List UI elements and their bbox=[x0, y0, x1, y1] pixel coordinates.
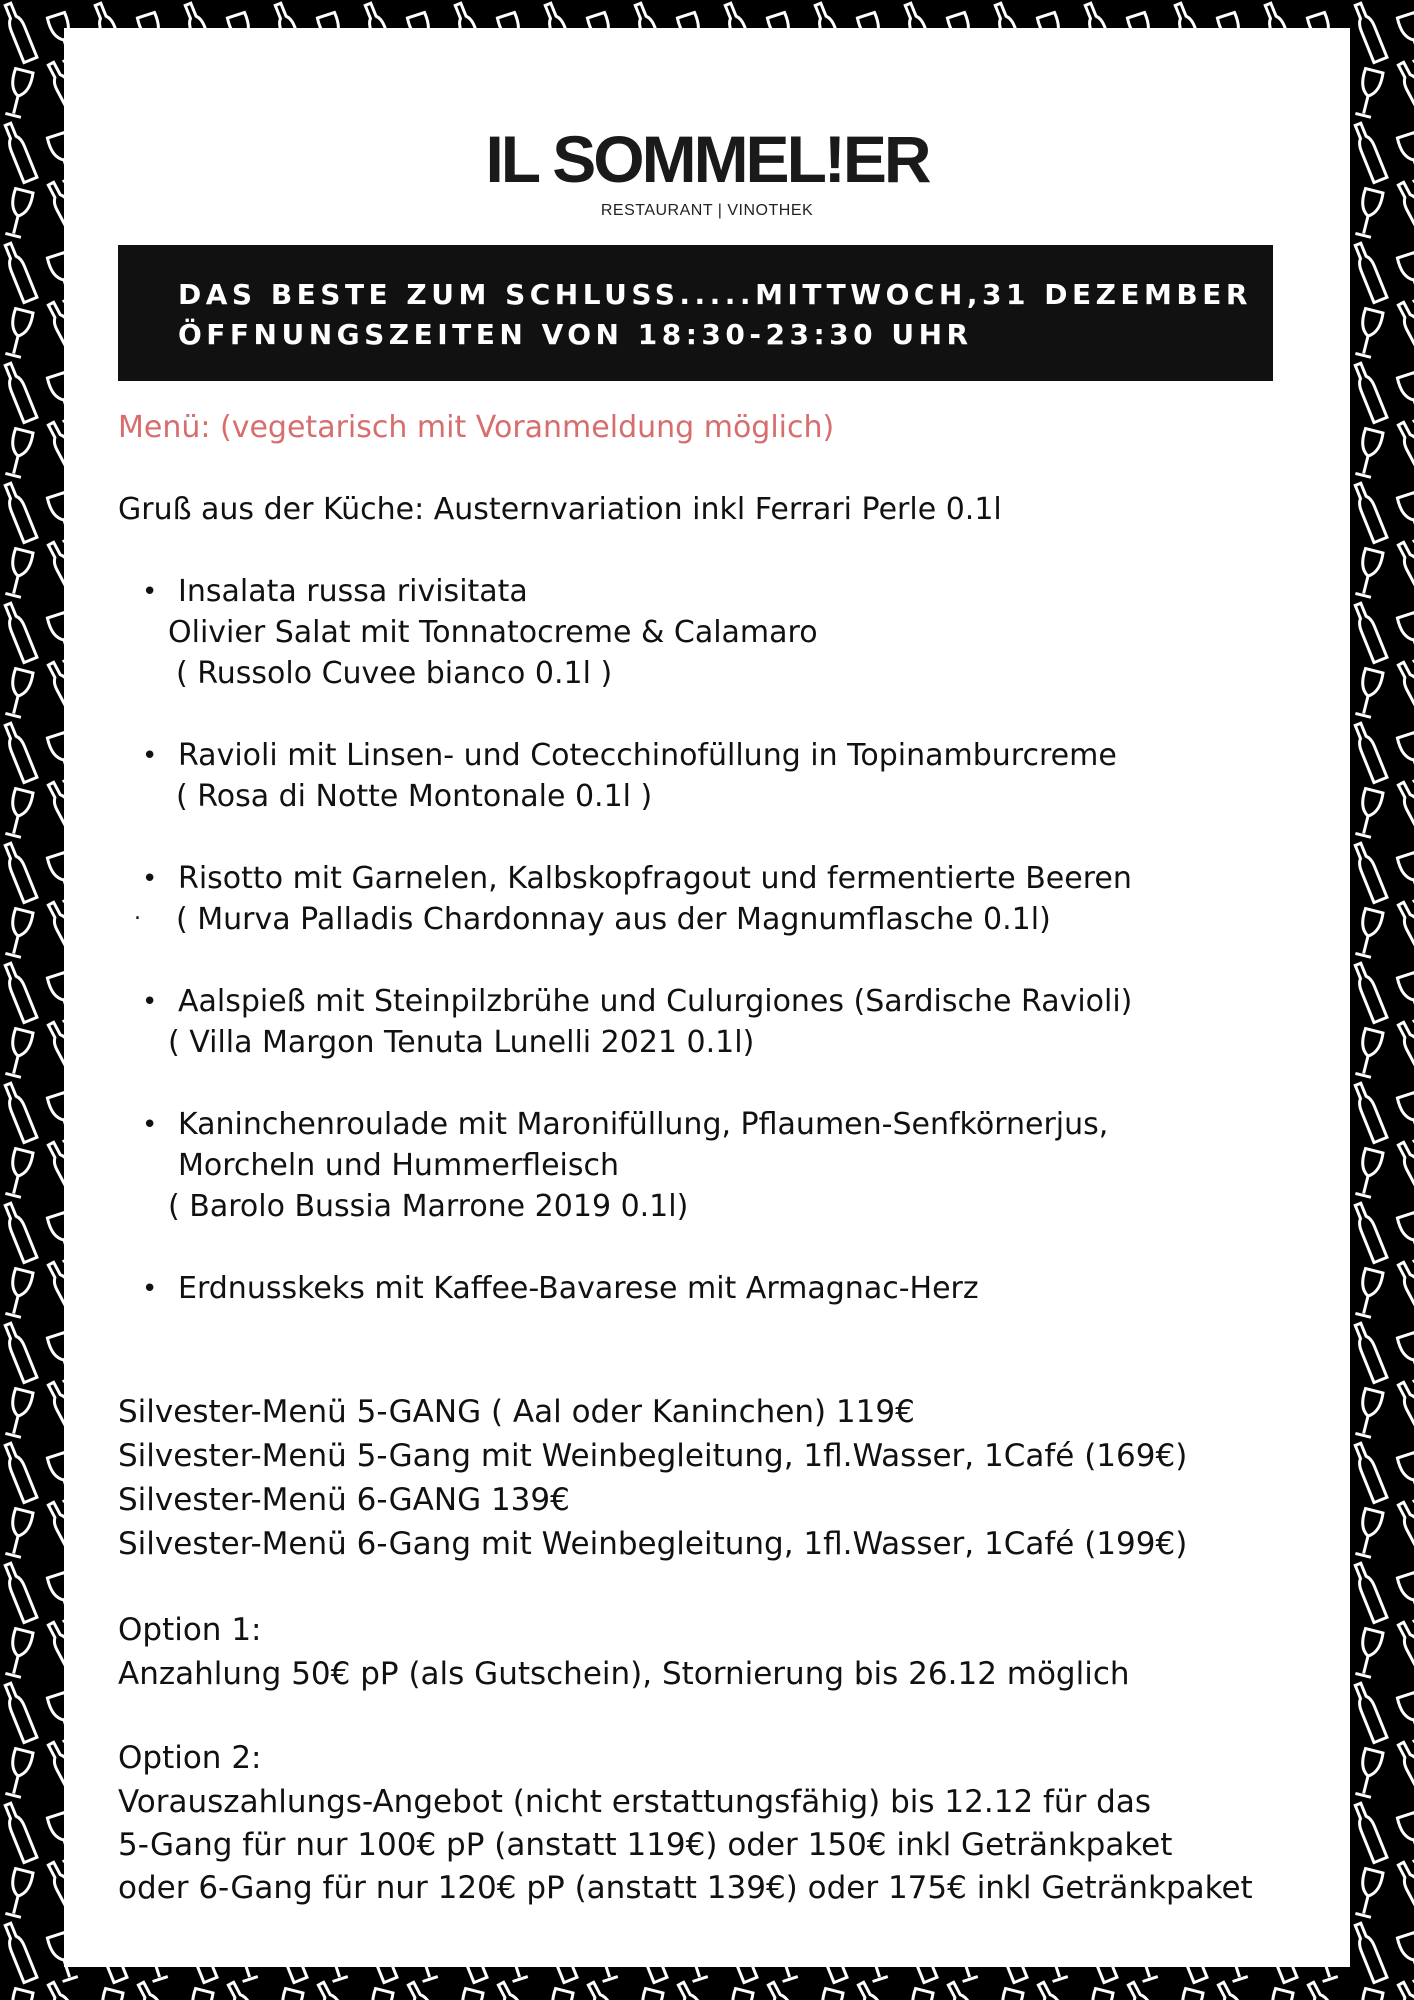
course-3-wine: ( Murva Palladis Chardonnay aus der Magnumflasche 0.1l) bbox=[176, 902, 1051, 937]
course-5-wine: ( Barolo Bussia Marrone 2019 0.1l) bbox=[168, 1189, 689, 1224]
course-5-description: Morcheln und Hummerfleisch bbox=[178, 1148, 620, 1183]
option-1-title: Option 1: bbox=[118, 1612, 262, 1648]
bullet-icon: • bbox=[142, 864, 158, 894]
logo-title: IL SOMMEL!ER bbox=[485, 122, 929, 196]
option-2-line: oder 6-Gang für nur 120€ pP (anstatt 139€) oder 175€ inkl Getränkpaket bbox=[118, 1870, 1253, 1906]
course-1-wine: ( Russolo Cuvee bianco 0.1l ) bbox=[176, 656, 613, 691]
course-2-wine: ( Rosa di Notte Montonale 0.1l ) bbox=[176, 779, 653, 814]
banner-hours-line: ÖFFNUNGSZEITEN VON 18:30-23:30 UHR bbox=[178, 318, 973, 351]
price-line: Silvester-Menü 6-Gang mit Weinbegleitung, 1fl.Wasser, 1Café (199€) bbox=[118, 1526, 1188, 1562]
price-line: Silvester-Menü 5-GANG ( Aal oder Kaninchen) 119€ bbox=[118, 1394, 915, 1430]
price-line: Silvester-Menü 6-GANG 139€ bbox=[118, 1482, 570, 1518]
course-3-title: Risotto mit Garnelen, Kalbskopfragout und fermentierte Beeren bbox=[178, 861, 1132, 896]
bullet-icon: • bbox=[142, 987, 158, 1017]
bullet-icon: • bbox=[142, 741, 158, 771]
course-5-title: Kaninchenroulade mit Maronifüllung, Pflaumen-Senfkörnerjus, bbox=[178, 1107, 1109, 1142]
bullet-icon: • bbox=[142, 1110, 158, 1140]
logo-subtitle: RESTAURANT | VINOTHEK bbox=[600, 202, 814, 219]
banner-date-line: DAS BESTE ZUM SCHLUSS.....MITTWOCH,31 DEZEMBER bbox=[178, 278, 1252, 311]
restaurant-logo bbox=[64, 122, 1350, 220]
menu-card bbox=[64, 28, 1350, 1967]
price-line: Silvester-Menü 5-Gang mit Weinbegleitung, 1fl.Wasser, 1Café (169€) bbox=[118, 1438, 1188, 1474]
course-4-title: Aalspieß mit Steinpilzbrühe und Culurgiones (Sardische Ravioli) bbox=[178, 984, 1133, 1019]
event-banner bbox=[118, 245, 1273, 381]
menu-heading: Menü: (vegetarisch mit Voranmeldung möglich) bbox=[118, 410, 835, 445]
option-2-title: Option 2: bbox=[118, 1740, 262, 1776]
course-1-title: Insalata russa rivisitata bbox=[178, 574, 528, 609]
option-1-text: Anzahlung 50€ pP (als Gutschein), Stornierung bis 26.12 möglich bbox=[118, 1656, 1130, 1692]
course-2-title: Ravioli mit Linsen- und Cotecchinofüllung in Topinamburcreme bbox=[178, 738, 1117, 773]
course-6-title: Erdnusskeks mit Kaffee-Bavarese mit Armagnac-Herz bbox=[178, 1271, 979, 1306]
course-1-description: Olivier Salat mit Tonnatocreme & Calamaro bbox=[168, 615, 818, 650]
greeting-line: Gruß aus der Küche: Austernvariation inkl Ferrari Perle 0.1l bbox=[118, 492, 1002, 527]
option-2-line: Vorauszahlungs-Angebot (nicht erstattungsfähig) bis 12.12 für das bbox=[118, 1784, 1152, 1820]
course-4-wine: ( Villa Margon Tenuta Lunelli 2021 0.1l) bbox=[168, 1025, 755, 1060]
bullet-icon: • bbox=[142, 577, 158, 607]
bullet-icon: • bbox=[142, 1274, 158, 1304]
option-2-line: 5-Gang für nur 100€ pP (anstatt 119€) oder 150€ inkl Getränkpaket bbox=[118, 1827, 1173, 1863]
stray-dot-icon: . bbox=[134, 900, 141, 925]
